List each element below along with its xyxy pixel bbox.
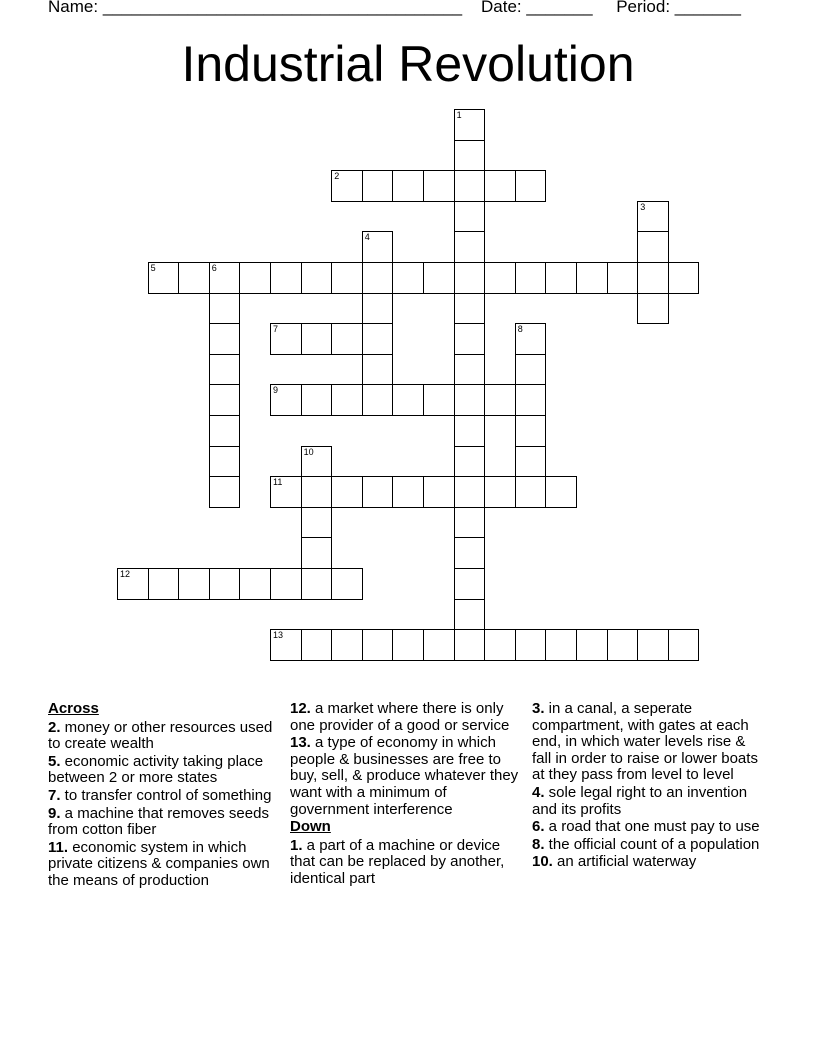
grid-cell[interactable] — [423, 384, 455, 416]
grid-cell[interactable] — [454, 629, 486, 661]
grid-cell[interactable] — [331, 629, 363, 661]
clue — [532, 701, 764, 784]
grid-cell[interactable] — [423, 476, 455, 508]
grid-cell[interactable] — [209, 384, 241, 416]
clue-text: a road that one must pay to use — [544, 818, 760, 836]
clue-number: 7. — [48, 786, 61, 804]
clue-text: in a canal, a seperate compartment, with gates at each end, in which water levels rise & fall in order to raise or lower boats at they pass from level to level — [532, 700, 758, 784]
grid-cell[interactable] — [178, 262, 210, 294]
clue — [48, 840, 280, 890]
grid-cell[interactable] — [331, 476, 363, 508]
grid-cell[interactable] — [301, 629, 333, 661]
grid-cell[interactable] — [423, 170, 455, 202]
grid-cell[interactable] — [148, 568, 180, 600]
grid-cell[interactable] — [331, 384, 363, 416]
grid-cell[interactable] — [209, 568, 241, 600]
clue — [532, 819, 764, 836]
grid-cell[interactable] — [362, 323, 394, 355]
clue-number: 12. — [290, 700, 311, 717]
clue — [532, 785, 764, 818]
name-blank[interactable]: ______________________________________ — [102, 0, 463, 16]
grid-cell[interactable] — [209, 446, 241, 478]
grid-cell[interactable] — [545, 629, 577, 661]
grid-cell[interactable] — [454, 231, 486, 263]
grid-cell[interactable] — [270, 476, 302, 508]
grid-cell[interactable] — [392, 170, 424, 202]
grid-cell[interactable] — [454, 507, 486, 539]
clue-column-3 — [532, 701, 764, 872]
date-label: Date: — [481, 0, 522, 16]
grid-cell[interactable] — [515, 354, 547, 386]
clue — [532, 854, 764, 871]
grid-cell[interactable] — [454, 201, 486, 233]
grid-cell[interactable] — [484, 262, 516, 294]
grid-cell[interactable] — [148, 262, 180, 294]
clue — [48, 720, 280, 753]
clue-text: a market where there is only one provider of a good or service — [290, 700, 510, 734]
grid-cell[interactable] — [454, 109, 486, 141]
grid-cell[interactable] — [270, 384, 302, 416]
grid-cell[interactable] — [270, 262, 302, 294]
grid-cell[interactable] — [331, 262, 363, 294]
clue-column-1 — [48, 701, 280, 891]
clue-number: 10. — [532, 853, 553, 871]
date-blank[interactable]: _______ — [526, 0, 593, 16]
clue-text: economic activity taking place between 2 or more states — [48, 752, 264, 787]
grid-cell[interactable] — [454, 323, 486, 355]
grid-cell[interactable] — [454, 476, 486, 508]
grid-cell[interactable] — [301, 507, 333, 539]
clue — [532, 837, 764, 854]
grid-cell[interactable] — [637, 293, 669, 325]
grid-cell[interactable] — [637, 231, 669, 263]
period-label: Period: — [616, 0, 671, 16]
grid-cell[interactable] — [454, 262, 486, 294]
clue-number: 11. — [48, 838, 69, 856]
grid-cell[interactable] — [301, 537, 333, 569]
grid-cell[interactable] — [576, 262, 608, 294]
grid-cell[interactable] — [454, 599, 486, 631]
grid-cell[interactable] — [454, 568, 486, 600]
grid-cell[interactable] — [331, 568, 363, 600]
clue-number: 4. — [532, 783, 545, 801]
cell-number: 8 — [517, 324, 523, 335]
grid-cell[interactable] — [484, 170, 516, 202]
clue-number: 9. — [48, 804, 61, 822]
clue-text: economic system in which private citizens & companies own the means of production — [48, 838, 270, 889]
cell-number: 5 — [150, 263, 156, 273]
grid-cell[interactable] — [392, 384, 424, 416]
cell-number: 9 — [273, 385, 279, 396]
grid-cell[interactable] — [515, 476, 547, 508]
grid-cell[interactable] — [117, 568, 149, 600]
grid-cell[interactable] — [239, 262, 271, 294]
clue-text: the official count of a population — [544, 835, 760, 853]
grid-cell[interactable] — [423, 262, 455, 294]
grid-cell[interactable] — [484, 476, 516, 508]
grid-cell[interactable] — [239, 568, 271, 600]
grid-cell[interactable] — [301, 262, 333, 294]
clue-number: 6. — [532, 818, 545, 836]
grid-cell[interactable] — [331, 323, 363, 355]
cell-number: 6 — [211, 263, 217, 273]
grid-cell[interactable] — [668, 629, 700, 661]
grid-cell[interactable] — [515, 170, 547, 202]
grid-cell[interactable] — [515, 415, 547, 447]
clue-heading: Across — [48, 700, 99, 717]
grid-cell[interactable] — [607, 262, 639, 294]
grid-cell[interactable] — [637, 201, 669, 233]
clue-text: money or other resources used to create wealth — [48, 718, 273, 753]
clue-number: 8. — [532, 835, 545, 853]
clue — [48, 806, 280, 839]
clue-number: 3. — [532, 700, 545, 717]
grid-cell[interactable] — [454, 354, 486, 386]
grid-cell[interactable] — [301, 476, 333, 508]
grid-cell[interactable] — [301, 446, 333, 478]
grid-cell[interactable] — [607, 629, 639, 661]
grid-cell[interactable] — [362, 476, 394, 508]
grid-cell[interactable] — [301, 323, 333, 355]
clue-number: 2. — [48, 718, 61, 736]
grid-cell[interactable] — [362, 170, 394, 202]
grid-cell[interactable] — [668, 262, 700, 294]
grid-cell[interactable] — [392, 629, 424, 661]
grid-cell[interactable] — [362, 262, 394, 294]
grid-cell[interactable] — [362, 629, 394, 661]
cell-number: 1 — [456, 110, 462, 120]
grid-cell[interactable] — [454, 140, 486, 172]
grid-cell[interactable] — [637, 262, 669, 294]
clue-number: 1. — [290, 836, 303, 854]
grid-cell[interactable] — [301, 568, 333, 600]
clue-heading: Down — [290, 818, 331, 836]
grid-cell[interactable] — [515, 323, 547, 355]
grid-cell[interactable] — [454, 446, 486, 478]
grid-cell[interactable] — [454, 384, 486, 416]
name-label: Name: — [48, 0, 99, 16]
grid-cell[interactable] — [576, 629, 608, 661]
grid-cell[interactable] — [270, 323, 302, 355]
clue-text: a machine that removes seeds from cotton fiber — [48, 804, 269, 839]
cell-number: 4 — [364, 232, 370, 243]
grid-cell[interactable] — [362, 231, 394, 263]
cell-number: 12 — [120, 569, 131, 579]
clue — [290, 838, 522, 888]
clue-text: a type of economy in which people & businesses are free to buy, sell, & produce whatever they want with a minimum of government interference — [290, 734, 519, 818]
clue — [290, 735, 522, 818]
clue-text: sole legal right to an invention and its profits — [532, 783, 748, 818]
grid-cell[interactable] — [545, 262, 577, 294]
grid-cell[interactable] — [270, 568, 302, 600]
grid-cell[interactable] — [301, 384, 333, 416]
grid-cell[interactable] — [362, 354, 394, 386]
cell-number: 13 — [273, 630, 284, 641]
grid-cell[interactable] — [423, 629, 455, 661]
grid-cell[interactable] — [270, 629, 302, 661]
grid-cell[interactable] — [515, 446, 547, 478]
grid-cell[interactable] — [637, 629, 669, 661]
grid-cell[interactable] — [454, 293, 486, 325]
cell-number: 7 — [273, 324, 279, 335]
grid-cell[interactable] — [209, 293, 241, 325]
grid-cell[interactable] — [178, 568, 210, 600]
grid-cell[interactable] — [454, 170, 486, 202]
grid-cell[interactable] — [392, 262, 424, 294]
grid-cell[interactable] — [515, 384, 547, 416]
cell-number: 2 — [334, 171, 340, 182]
clue-number: 5. — [48, 752, 61, 770]
grid-cell[interactable] — [331, 170, 363, 202]
grid-cell[interactable] — [392, 476, 424, 508]
grid-cell[interactable] — [515, 629, 547, 661]
cell-number: 3 — [640, 201, 646, 212]
grid-cell[interactable] — [209, 476, 241, 508]
grid-cell[interactable] — [362, 384, 394, 416]
grid-cell[interactable] — [484, 384, 516, 416]
grid-cell[interactable] — [209, 354, 241, 386]
grid-cell[interactable] — [209, 262, 241, 294]
grid-cell[interactable] — [362, 293, 394, 325]
cell-number: 11 — [273, 477, 283, 488]
clue — [48, 788, 280, 805]
grid-cell[interactable] — [515, 262, 547, 294]
clue-text: a part of a machine or device that can be replaced by another, identical part — [290, 836, 505, 887]
grid-cell[interactable] — [484, 629, 516, 661]
clue-text: an artificial waterway — [552, 853, 697, 871]
clue-column-2 — [290, 701, 522, 889]
grid-cell[interactable] — [209, 323, 241, 355]
period-blank[interactable]: _______ — [674, 0, 741, 16]
clue — [48, 754, 280, 787]
clue — [290, 701, 522, 734]
cell-number: 10 — [303, 446, 314, 457]
grid-cell[interactable] — [209, 415, 241, 447]
clue-number: 13. — [290, 734, 311, 752]
grid-cell[interactable] — [454, 537, 486, 569]
grid-cell[interactable] — [545, 476, 577, 508]
page-title: Industrial Revolution — [181, 36, 635, 92]
grid-cell[interactable] — [454, 415, 486, 447]
clue-text: to transfer control of something — [60, 786, 272, 804]
